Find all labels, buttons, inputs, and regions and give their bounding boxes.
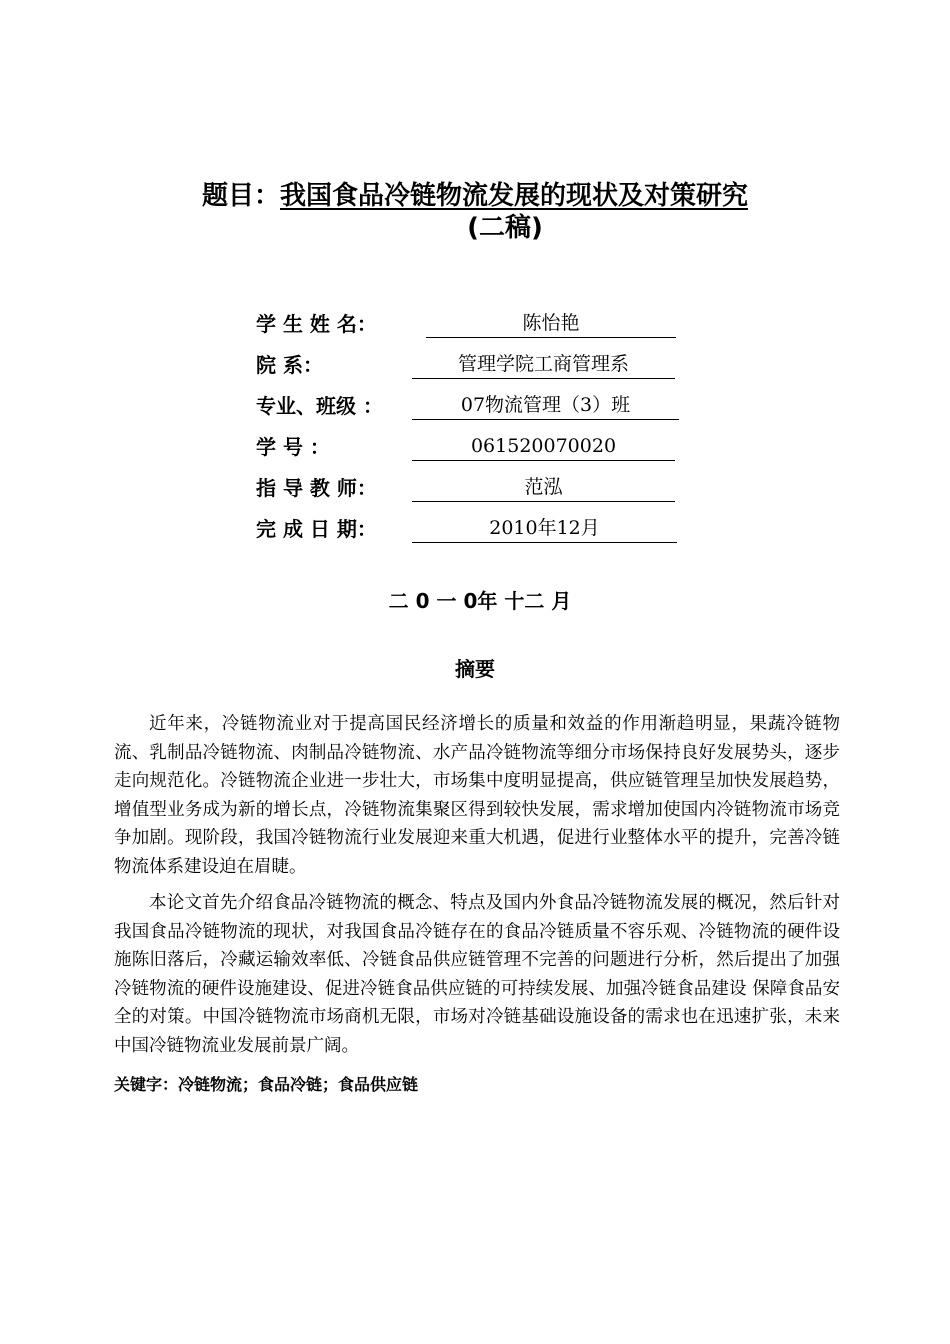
title-main: 我国食品冷链物流发展的现状及对策研究: [280, 181, 749, 211]
info-label: 学 号 ：: [256, 435, 330, 459]
title-draft-note: (二稿): [467, 213, 543, 243]
info-value-completion-date: 2010年12月: [412, 515, 677, 543]
info-row-student-name: [256, 310, 580, 351]
keywords: 关键字：冷链物流；食品冷链；食品供应链: [114, 1075, 419, 1094]
info-value-department: 管理学院工商管理系: [412, 351, 675, 379]
abstract-heading: 摘要: [455, 657, 495, 681]
info-label: 学 生 姓 名：: [256, 312, 377, 336]
cover-date: 二 0 一 0年 十二 月: [388, 589, 572, 613]
title-line-1: [0, 180, 950, 212]
info-row-advisor: [256, 474, 563, 515]
info-label: 专业、班级 ：: [256, 394, 383, 418]
info-row-major-class: [256, 392, 631, 433]
info-value-major-class: 07物流管理（3）班: [412, 392, 679, 420]
info-label: 指 导 教 师：: [256, 476, 377, 500]
abstract-body: [114, 710, 840, 1068]
info-label: 院 系：: [256, 353, 323, 377]
title-prefix: 题目：: [201, 181, 280, 211]
student-info-table: [256, 310, 631, 556]
info-row-student-id: [256, 433, 617, 474]
info-value-student-name: 陈怡艳: [426, 310, 676, 338]
abstract-paragraph: 近年来，冷链物流业对于提高国民经济增长的质量和效益的作用渐趋明显，果蔬冷链物流、乳制品冷链物流、肉制品冷链物流、水产品冷链物流等细分市场保持良好发展势头，逐步走向规范化。冷链物流企业进一步壮大，市场集中度明显提高，供应链管理呈加快发展趋势，增值型业务成为新的增长点，冷链物流集聚区得到较快发展，需求增加使国内冷链物流市场竞争加剧。现阶段，我国冷链物流行业发展迎来重大机遇，促进行业整体水平的提升，完善冷链物流体系建设迫在眉睫。: [114, 714, 840, 877]
info-row-department: [256, 351, 629, 392]
info-row-completion-date: [256, 515, 600, 556]
info-value-advisor: 范泓: [412, 474, 675, 502]
info-value-student-id: 061520070020: [412, 433, 675, 461]
thesis-title: [0, 180, 950, 244]
abstract-paragraph: 本论文首先介绍食品冷链物流的概念、特点及国内外食品冷链物流发展的概况，然后针对我国食品冷链物流的现状，对我国食品冷链存在的食品冷链质量不容乐观、冷链物流的硬件设施陈旧落后，冷藏运输效率低、冷链食品供应链管理不完善的问题进行分析，然后提出了加强冷链物流的硬件设施建设、促进冷链食品供应链的可持续发展、加强冷链食品建设 保障食品安全的对策。中国冷链物流市场商机无限，市场对冷链基础设施设备的需求也在迅速扩张，未来中国冷链物流业发展前景广阔。: [114, 893, 840, 1056]
info-label: 完 成 日 期：: [256, 517, 377, 541]
